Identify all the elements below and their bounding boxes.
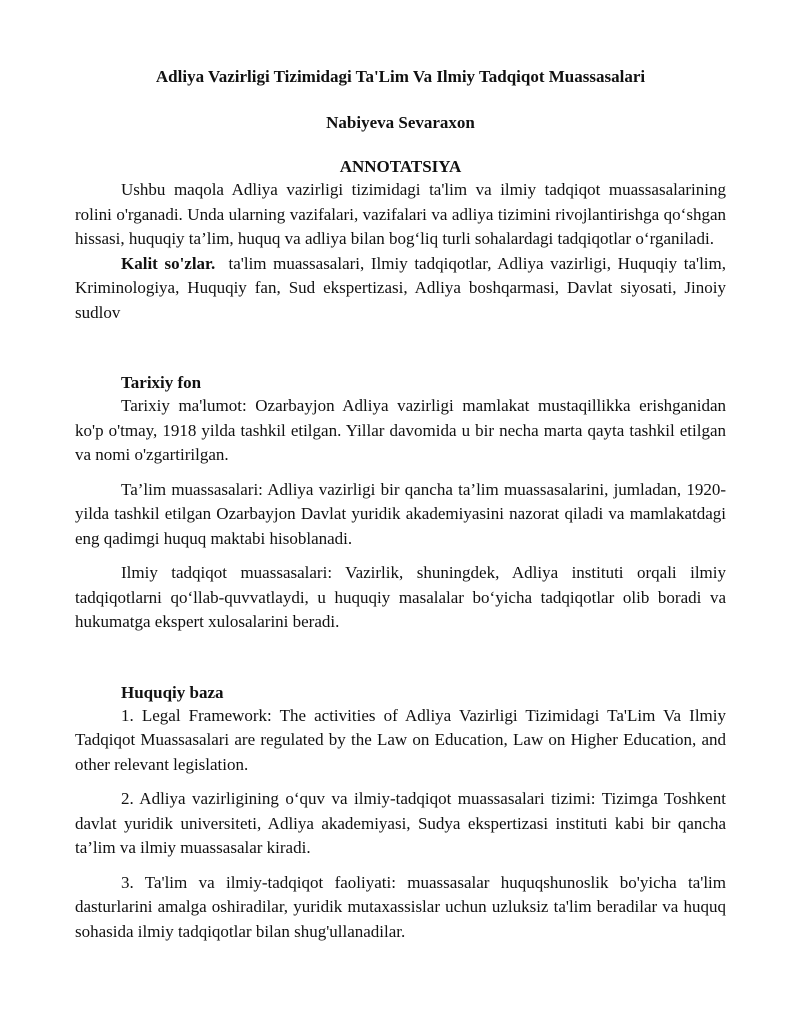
background-paragraph: Ta’lim muassasalari: Adliya vazirligi bir qancha ta’lim muassasalarini, jumladan, 1920-yilda tashkil etilgan Ozarbayjon Davlat yuridik akademiyasini nazorat qiladi va mamlakatdagi eng qadimgi huquq maktabi hisoblanadi. bbox=[75, 479, 726, 548]
legal-basis-paragraph: 2. Adliya vazirligining o‘quv va ilmiy-tadqiqot muassasalari tizimi: Tizimga Toshkent davlat yuridik universiteti, Adliya akademiyasi, Sudya ekspertizasi instituti kabi bir qancha ta’lim va ilmiy muassasalar kiradi. bbox=[75, 789, 726, 857]
section-heading-background: Tarixiy fon bbox=[121, 373, 202, 392]
legal-basis-paragraph: 1. Legal Framework: The activities of Adliya Vazirligi Tizimidagi Ta'Lim Va Ilmiy Tadqiqot Muassasalari are regulated by the Law on Education, Law on Higher Education, and other relevant legislation. bbox=[75, 705, 726, 774]
keywords-list: ta'lim muassasalari, Ilmiy tadqiqotlar, Adliya vazirligi, Huquqiy ta'lim, Kriminologiya, Huquqiy fan, Sud ekspertizasi, Adliya boshqarmasi, Davlat siyosati, Jinoiy sudlov bbox=[75, 253, 726, 322]
background-paragraph: Tarixiy ma'lumot: Ozarbayjon Adliya vazirligi mamlakat mustaqillikka erishganidan ko'p o'tmay, 1918 yilda tashkil etilgan. Yillar davomida u bir necha marta qayta tashkil etilgan va nomi o'zgartirilgan. bbox=[75, 396, 726, 464]
document-title: Adliya Vazirligi Tizimidagi Ta'Lim Va Ilmiy Tadqiqot Muassasalari bbox=[155, 67, 646, 86]
annotation-heading: ANNOTATSIYA bbox=[339, 157, 462, 176]
section-heading-legal-basis: Huquqiy baza bbox=[121, 682, 224, 702]
background-paragraph: Ilmiy tadqiqot muassasalari: Vazirlik, shuningdek, Adliya instituti orqali ilmiy tadqiqotlarni qo‘llab-quvvatlaydi, u huquqiy masalalar bo‘yicha tadqiqotlar olib boradi va hukumatga ekspert xulosalarini beradi. bbox=[75, 563, 726, 631]
annotation-text: Ushbu maqola Adliya vazirligi tizimidagi ta'lim va ilmiy tadqiqot muassasalarining rolini o'rganadi. Unda ularning vazifalari, vazifalari va adliya tizimini rivojlantirishga qo‘shgan hissasi, huquqiy ta’lim, huquq va adliya bilan bog‘liq turli sohalardagi tadqiqotlar o‘rganiladi. bbox=[75, 180, 726, 248]
keywords-label: Kalit so'zlar. bbox=[121, 253, 216, 273]
legal-basis-paragraph: 3. Ta'lim va ilmiy-tadqiqot faoliyati: muassasalar huquqshunoslik bo'yicha ta'lim dasturlarini amalga oshiradilar, yuridik mutaxassislar uchun uzluksiz ta'lim beradilar va huquq sohasida ilmiy tadqiqotlar bilan shug'ullanadilar. bbox=[75, 872, 726, 941]
author-name: Nabiyeva Sevaraxon bbox=[326, 113, 475, 132]
keywords-paragraph bbox=[75, 252, 726, 326]
